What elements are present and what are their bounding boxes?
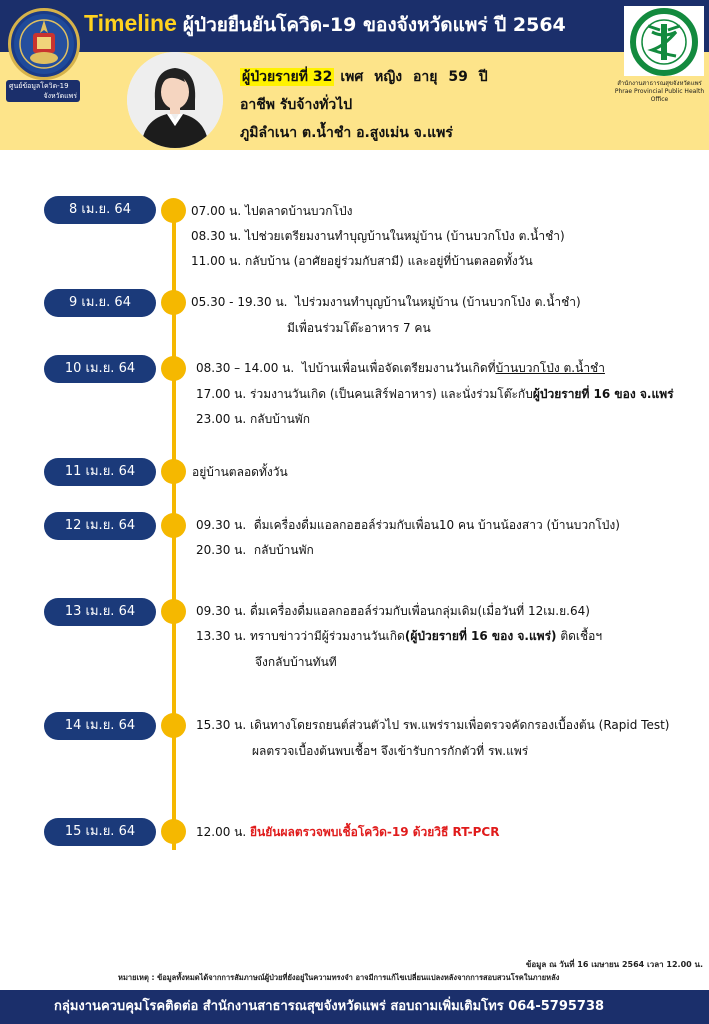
- moph-emblem-icon: [624, 6, 704, 76]
- hometown: ภูมิลำเนา ต.น้ำชำ อ.สูงเม่น จ.แพร่: [240, 125, 453, 141]
- event-text: ไปตลาดบ้านบวกโป่ง: [245, 204, 353, 218]
- age-label: อายุ: [412, 69, 438, 85]
- event-time: 12.00 น.: [196, 825, 247, 839]
- event-text: กลับบ้าน (อาศัยอยู่ร่วมกับสามี) และอยู่ที่บ้านตลอดทั้งวัน: [245, 254, 533, 268]
- title-thai: ผู้ป่วยยืนยันโควิด-19 ของจังหวัดแพร่ ปี 2564: [182, 14, 566, 36]
- date-pill: 13 เม.ย. 64: [44, 598, 156, 626]
- event-continuation: จึงกลับบ้านทันที: [255, 655, 337, 669]
- event-bold: (ผู้ป่วยรายที่ 16 ของ จ.แพร่): [404, 629, 557, 643]
- date-pill: 10 เม.ย. 64: [44, 355, 156, 383]
- timeline-dot: [161, 513, 186, 538]
- event-time: 23.00 น.: [196, 412, 247, 426]
- event-continuation: ผลตรวจเบื้องต้นพบเชื้อฯ จึงเข้ารับการกักตัวที่ รพ.แพร่: [252, 744, 529, 758]
- title-english: Timeline: [84, 10, 177, 36]
- confirmed-result: ยืนยันผลตรวจพบเชื้อโควิด-19 ด้วยวิธี RT-PCR: [250, 825, 500, 839]
- date-pill: 14 เม.ย. 64: [44, 712, 156, 740]
- event-line: [196, 408, 310, 430]
- event-time: 09.30 น.: [196, 604, 247, 618]
- timeline-dot: [161, 819, 186, 844]
- event-bold: ผู้ป่วยรายที่ 16 ของ จ.แพร่: [532, 387, 674, 401]
- event-line: [191, 225, 565, 247]
- event-text: ไปช่วยเตรียมงานทำบุญบ้านในหมู่บ้าน (บ้านบวกโป่ง ต.น้ำชำ): [245, 229, 565, 243]
- badge-line-2: จังหวัดแพร่: [43, 92, 77, 100]
- timeline-dot: [161, 356, 186, 381]
- event-time: 08.30 – 14.00 น.: [196, 361, 295, 375]
- event-line: [191, 200, 352, 222]
- sex-label: เพศ: [340, 69, 364, 85]
- sex-value: หญิง: [374, 69, 403, 85]
- occupation: อาชีพ รับจ้างทั่วไป: [240, 97, 353, 113]
- event-line: [196, 821, 499, 843]
- covid-data-center-badge: [6, 80, 80, 102]
- date-pill: 12 เม.ย. 64: [44, 512, 156, 540]
- event-time: 09.30 น.: [196, 518, 247, 532]
- date-pill: 9 เม.ย. 64: [44, 289, 156, 317]
- event-line: [196, 625, 602, 647]
- age-value: 59: [448, 69, 468, 85]
- badge-line-1: ศูนย์ข้อมูลโควิด-19: [9, 82, 69, 90]
- event-time: 13.30 น.: [196, 629, 247, 643]
- event-line: [196, 357, 605, 379]
- event-time: 05.30 - 19.30 น.: [191, 295, 288, 309]
- event-text: กลับบ้านพัก: [250, 412, 310, 426]
- event-line: [196, 383, 674, 405]
- event-underline: บ้านบวกโป่ง ต.น้ำชำ: [495, 361, 605, 375]
- event-time: 07.00 น.: [191, 204, 242, 218]
- event-text: อยู่บ้านตลอดทั้งวัน: [192, 465, 288, 479]
- remark-note: หมายเหตุ : ข้อมูลทั้งหมดได้จากการสัมภาษณ์ผู้ป่วยที่ยังอยู่ในความทรงจำ อาจมีการแก้ไขเปลี่ยนแปลงหลังจากการสอบสวนโรคในภายหลัง: [118, 973, 560, 982]
- event-text: กลับบ้านพัก: [253, 543, 314, 557]
- event-text: ไปร่วมงานทำบุญบ้านในหมู่บ้าน (บ้านบวกโป่ง ต.น้ำชำ): [295, 295, 581, 309]
- event-line: [196, 714, 669, 736]
- event-text: เดินทางโดยรถยนต์ส่วนตัวไป รพ.แพร่รามเพื่อตรวจคัดกรองเบื้องต้น (Rapid Test): [250, 718, 670, 732]
- event-time: 11.00 น.: [191, 254, 242, 268]
- event-time: 15.30 น.: [196, 718, 247, 732]
- age-unit: ปี: [478, 69, 488, 85]
- patient-row-1: [240, 63, 600, 91]
- contact-bar: กลุ่มงานควบคุมโรคติดต่อ สำนักงานสาธารณสุขจังหวัดแพร่ สอบถามเพิ่มเติมโทร 064-5795738: [0, 990, 709, 1024]
- case-number: ผู้ป่วยรายที่ 32: [242, 69, 333, 85]
- moph-caption: สำนักงานสาธารณสุขจังหวัดแพร่ Phrae Provincial Public Health Office: [614, 80, 705, 103]
- event-text: ทราบข่าวว่ามีผู้ร่วมงานวันเกิด: [250, 629, 405, 643]
- timeline-dot: [161, 459, 186, 484]
- event-line: [196, 539, 314, 561]
- event-line: [192, 461, 288, 483]
- event-line: [196, 514, 620, 536]
- timeline-dot: [161, 290, 186, 315]
- timeline-dot: [161, 198, 186, 223]
- patient-info: [240, 63, 600, 147]
- event-continuation: มีเพื่อนร่วมโต๊ะอาหาร 7 คน: [287, 321, 431, 335]
- timeline-dot: [161, 713, 186, 738]
- event-line: [196, 600, 590, 622]
- date-pill: 11 เม.ย. 64: [44, 458, 156, 486]
- event-text-after: ติดเชื้อฯ: [556, 629, 603, 643]
- event-text: ร่วมงานวันเกิด (เป็นคนเสิร์ฟอาหาร) และนั่งร่วมโต๊ะกับ: [250, 387, 533, 401]
- date-pill: 8 เม.ย. 64: [44, 196, 156, 224]
- event-text: ดื่มเครื่องดื่มแอลกอฮอล์ร่วมกับเพื่อน10 คน บ้านน้องสาว (บ้านบวกโป่ง): [253, 518, 620, 532]
- event-time: 20.30 น.: [196, 543, 247, 557]
- date-pill: 15 เม.ย. 64: [44, 818, 156, 846]
- event-line: [191, 250, 533, 272]
- data-as-of: ข้อมูล ณ วันที่ 16 เมษายน 2564 เวลา 12.00 น.: [525, 960, 703, 969]
- event-time: 08.30 น.: [191, 229, 242, 243]
- provincial-seal-icon: [8, 8, 80, 80]
- event-text: ดื่มเครื่องดื่มแอลกอฮอล์ร่วมกับเพื่อนกลุ่มเดิม(เมื่อวันที่ 12เม.ย.64): [250, 604, 590, 618]
- timeline-dot: [161, 599, 186, 624]
- event-text: ไปบ้านเพื่อนเพื่อจัดเตรียมงานวันเกิดที่: [301, 361, 496, 375]
- page-title: [84, 10, 624, 44]
- female-avatar-icon: [127, 52, 223, 148]
- event-line: [191, 291, 581, 313]
- event-time: 17.00 น.: [196, 387, 247, 401]
